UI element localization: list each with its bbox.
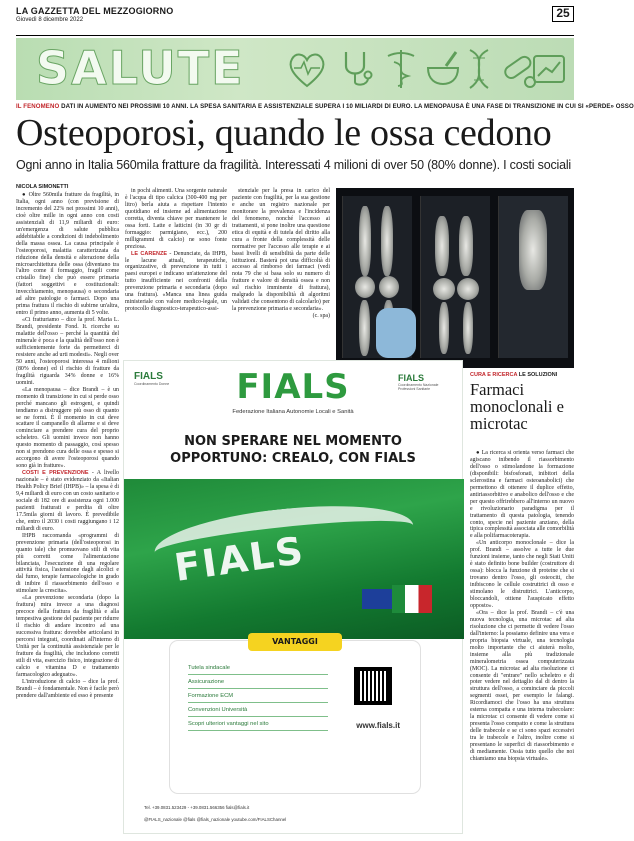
issue-date: Giovedì 8 dicembre 2022 (16, 17, 84, 23)
section-heading: LE CARENZE (131, 250, 167, 257)
benefit-item: Scopri ulteriori vantaggi nel sito (188, 717, 328, 731)
xray-film (498, 196, 568, 358)
article-column-3 (232, 188, 330, 360)
slogan-line-2: OPPORTUNO: CREALO, CON FIALS (170, 451, 416, 466)
sidebar-kicker (470, 372, 574, 378)
paragraph: «La prevenzione secondaria (dopo la frattura) mira invece a una diagnosi precoce della frattura da fragilità e alla tempestiva gestione del paziente per ridurre il rischio di andare incontro ad una successiva frattura: dovrebbe articolarsi in percorsi integrati, coordinati all'interno di Unità per la continuità assistenziale per le fratture da fragilità, che includono corretti stili di vita, esercizio fisico, integrazione di calcio e vitamina D e trattamento farmacologico adeguato». (16, 595, 119, 678)
page-number: 25 (552, 6, 574, 22)
logo-right-text: FIALS (398, 373, 424, 383)
gloved-hand (376, 308, 416, 358)
benefit-item: Convenzioni Università (188, 703, 328, 717)
caduceus-icon (378, 46, 424, 92)
paragraph: ● La ricerca si orienta verso farmaci che agiscano inibendo il riassorbimento dell'osso o stimolandone la formazione (disponibili: bisfosfonati, inibitori della sclerostina e farmaci osteoanabolici) che permettono di ottenere il duplice effetto, antiriassorbitivo e anabolico dell'osso e che per questo offrirebbero all'interno un nuovo e rivoluzionario paradigma per il trattamento di questa patologia, tenendo conto, specie nel paziente anziano, della tipica complessità associata alle comorbilità e alla polifarmacoterapia. (470, 450, 574, 540)
federation-name: Federazione Italiana Autonomie Locali e Sanità (232, 409, 354, 415)
knee-shape (433, 278, 455, 300)
paragraph: L'introduzione di calcio – dice la prof. Brandi – è fondamentale. Non è facile però prendere dall'ambiente ed esso è presente (16, 678, 119, 699)
xray-film (420, 196, 490, 358)
article-headline: Osteoporosi, quando le ossa cedono (16, 112, 552, 154)
bone-shape (359, 206, 371, 276)
section-banner (16, 38, 574, 100)
bone-shape (459, 216, 473, 276)
italy-flag-icon (392, 585, 432, 613)
benefits-card (170, 637, 420, 793)
kicker-label: IL FENOMENO (16, 103, 60, 110)
knee-shape (355, 276, 375, 298)
article-column-1 (16, 192, 119, 832)
eu-flag-icon (362, 589, 392, 609)
paragraph: - Denunciate, da IHPB, le lacune attuali, terapeutiche, organizzative, di prevenzione in tutti i paesi europei e indicano un'attenzione del tutto insufficiente nei confronti della prevenzione primaria e secondaria (dopo una frattura). «Manca una linea guida ministeriale con valore medico-legale, un protocollo diagnostico-terapeutico-assi- (125, 250, 227, 313)
section-title: SALUTE (36, 41, 245, 95)
ad-website: www.fials.it (356, 721, 400, 730)
stethoscope-icon (334, 46, 380, 92)
ad-contacts: Tel. +39.0831.523429 - +39.0831.566356 fials@fials.it (144, 805, 250, 810)
ad-social-links: @FIALS_nazionale @fials @fials_nazionale youtube.com/FIALSChannel (144, 817, 287, 822)
benefits-list (188, 661, 328, 731)
paragraph: «Ci fratturiamo – dice la prof. Maria L. Brandi, presidente Fond. It. ricerche su malattie dell'osso – perché la quantità del minerale è poca e la qualità dell'osso non è sufficientemente forte da permetterci di resistere anche ad urti modesti». Negli over 50 anni, l'osteoporosi interessa 4 milioni (80% donne) ed il rischio di fratture da fragilità riguarda 34% donne e 16% uomini. (16, 317, 119, 386)
sidebar-kicker-b: LE SOLUZIONI (518, 372, 558, 378)
heart-icon (284, 46, 330, 92)
bone-shape (359, 300, 370, 356)
paragraph: stenziale per la presa in carico del paziente con fragilità, per la sua gestione e anche un registro nazionale per monitorare la prevalenza e l'incidenza del fenomeno, nonché l'accesso ai trattamenti, si pone inoltre una questione etica di equità e di tutela del diritto alla cura a fronte della complessità delle normative per l'accesso alle terapie e ai bassi livelli di sensibilità da parte delle istituzioni. Basterà poi una difficoltà di accesso al rimborso dei farmaci (vedi nota 79 che si basa solo su numero di fratture e valore di densità ossea e non sul rischio imminente di frattura), malgrado la disponibilità di algoritmi validati che consentono di calcolarlo) per la prevenzione primaria e secondaria». (232, 188, 330, 313)
article-kicker (16, 103, 634, 110)
bone-shape (519, 210, 547, 290)
paragraph: in pochi alimenti. Una sorgente naturale è l'acqua di tipo calcica (300-400 mg per litro) berla aiuta a rispettare l'intento quotidiano ed insieme ad alimentazione corretta, diventa chiave per mantenere le ossa forti. Latte e latticini (in 30 gr di formaggio: parmigiano, ecc.), 200 milligrammi di calcio) ne sono fonte preziosa. (125, 188, 227, 250)
bone-shape (435, 216, 449, 276)
paragraph: ● Oltre 560mila fratture da fragilità, in Italia, ogni anno (con previsione di incremento del 22% nei prossimi 10 anni), cioè oltre mille in ogni anno con costi assistenziali di 11,9 miliardi di euro: un'emergenza di salute pubblica addebitabile a condizioni di indebolimento della massa ossea. La causa principale è l'osteoporosi, malattia caratterizzata da riduzione della densità e alterazione della microarchitettura delle ossa (diventano tra l'altro come il formaggio, fragili come cristallo fine) che può essere primaria (fattori soggettivi e costituzionali: invecchiamento, menopausa) o secondaria ad altre patologie o farmaci. Dopo una prima frattura il rischio di subirne un'altra, entro il primo anno, aumenta di 5 volte. (16, 192, 119, 317)
article-subhead: Ogni anno in Italia 560mila fratture da fragilità. Interessati 4 milioni di over 50 (80% donne). I costi sociali (16, 158, 571, 172)
newspaper-name: LA GAZZETTA DEL MEZZOGIORNO (16, 6, 174, 16)
paragraph: «Un anticorpo monoclonale – dice la prof. Brandi – assolve a tutte le due funzioni insieme, tanto che negli Stati Uniti è stato definito bone builder (costruttore di ossa): blocca la funzione di proteine che si trovano dentro l'osso, gli osteociti, che inibiscono le cellule costruttrici di osso e stimolano le distruttrici. L'anticorpo, bloccandoli, ottiene l'auspicato effetto opposto». (470, 540, 574, 609)
qr-code (354, 667, 392, 705)
bone-shape (463, 302, 473, 354)
photo-credit: (c. spa) (312, 313, 330, 320)
logo-left-sub: Coordinamento Donne (134, 382, 170, 386)
fials-brand-logo: FIALS (236, 367, 350, 407)
ad-slogan (124, 433, 462, 467)
logo-left-text: FIALS (134, 371, 163, 382)
benefits-title: VANTAGGI (248, 633, 342, 651)
article-author: NICOLA SIMONETTI (16, 184, 69, 190)
flag-text: FIALS (171, 528, 308, 590)
benefit-item: Formazione ECM (188, 689, 328, 703)
sidebar-header (470, 372, 574, 432)
fials-advertisement (123, 360, 463, 834)
bone-shape (381, 206, 393, 276)
knee-shape (379, 276, 399, 298)
kicker-text: DATI IN AUMENTO NEI PROSSIMI 10 ANNI. LA SPESA SANITARIA E ASSISTENZIALE SUPERA I 10 MILIARDI DI EURO. LA MENOPAUSA È UNA FASE DI TRANSIZIONE IN CUI SI «PERDE» OSSO (61, 103, 634, 110)
sidebar-kicker-a: CURA E RICERCA (470, 372, 518, 378)
section-heading: COSTI E PREVENZIONE (22, 470, 89, 477)
logo-right-sub: Coordinamento Nazionale Professioni Sanitarie (398, 383, 439, 391)
knee-shape (457, 278, 479, 300)
paragraph: IHPB raccomanda «programmi di prevenzione primaria (dell'osteoporosi in quanto tale) che promuovano stili di vita più corretti come l'alimentazione bilanciata, l'esecuzione di una regolare attività fisica, l'astensione dagli alcolici e dal fumo, terapie farmacologiche in grado di inibire il riassorbimento dell'osso e stimolare la crescita». (16, 532, 119, 595)
paragraph: - A livello nazionale – è stato evidenziato da «Italian Health Policy Brief (IHPB)» – la spesa è di 9,4 miliardi di euro con un costo sanitario e sociale di 182 ore di assistenza ogni 1.000 pazienti fratturati e perdita di oltre 17.5mila giorni di lavoro. È prevedibile che, entro il 2030 i costi raggiungano i 12 miliardi di euro. (16, 470, 119, 532)
benefit-item: Tutela sindacale (188, 661, 328, 675)
sidebar-headline: Farmaci monoclonali e microtac (470, 380, 564, 433)
sidebar-column (470, 450, 574, 834)
fials-flag-photo (124, 479, 464, 639)
masthead (16, 6, 574, 36)
article-column-2 (125, 188, 227, 360)
pill-box-icon (526, 46, 572, 92)
paragraph: «La menopausa – dice Brandi – è un momento di transizione in cui si perde osso perché mancano gli estrogeni, e quindi tendiamo a distruggere più osso di quanto se ne formi. È il momento in cui deve scattare il campanello di allarme e si deve cominciare a prendere cura del proprio scheletro. Gli uomini invece non hanno questo momento di passaggio, così spesso non si prendono cura delle ossa e spesso si accorgono di avere l'osteoporosi quando sono già in fratture». (16, 386, 119, 470)
benefit-item: Assicurazione (188, 675, 328, 689)
xray-photo (336, 188, 574, 368)
paragraph: «Ora – dice la prof. Brandi – c'è una nuova tecnologia, una microtac ad alta risoluzione che ci permette di vedere l'osso dall'interno: la possiamo definire una vera e propria biopsia virtuale, una tecnologia molto importante che ci aiuterà molto, insieme alla più tradizionale mineralometria ossea computerizzata (MOC). La microtac ad alta risoluzione ci consente di "entrare" nello scheletro e di poter vedere nel dettaglio dal di dentro la struttura dell'osso, a cominciare da piccoli segmenti ossei, per esempio le falangi. Ricordiamoci che l'osso ha una struttura esterna compatta e una interna trabecolare: la microtac ci consente di vedere come si presenta l'osso compatto e come la struttura delle trabecole e se ci sono spazi eccessivi tra le trabecole e l'altro, inoltre come si presentano le superfici di riassorbimento e di mediamente. Ossia tutto quello che noi chiamiamo una biopsia virtuale». (470, 609, 574, 762)
bone-shape (439, 302, 449, 354)
slogan-line-1: NON SPERARE NEL MOMENTO (184, 434, 402, 449)
